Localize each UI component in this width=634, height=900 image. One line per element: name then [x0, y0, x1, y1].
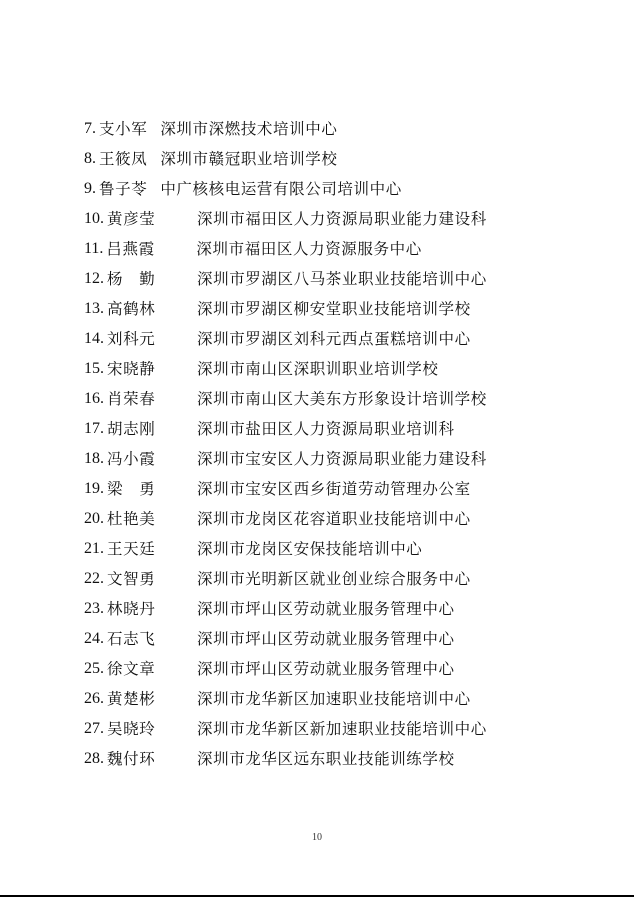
- person-name: 魏付环: [107, 750, 156, 768]
- organization: 深圳市罗湖区柳安堂职业技能培训学校: [197, 300, 471, 318]
- person-name: 梁 勇: [107, 480, 156, 498]
- organization: 深圳市龙华新区新加速职业技能培训中心: [197, 720, 487, 738]
- item-number: 26.: [84, 690, 104, 707]
- person-name: 高鹤林: [107, 300, 156, 318]
- list-item: [84, 624, 604, 654]
- item-number: 13.: [84, 300, 104, 317]
- item-number: 17.: [84, 420, 104, 437]
- organization: 深圳市龙华区远东职业技能训练学校: [197, 750, 455, 768]
- person-name: 胡志刚: [107, 420, 156, 438]
- item-number: 18.: [84, 450, 104, 467]
- item-number: 20.: [84, 510, 104, 527]
- person-name: 冯小霞: [107, 450, 156, 468]
- organization: 深圳市南山区大美东方形象设计培训学校: [197, 390, 487, 408]
- list-item: [84, 174, 604, 204]
- item-number: 12.: [84, 270, 104, 287]
- person-name: 支小军: [99, 120, 148, 138]
- item-number: 10.: [84, 210, 104, 227]
- organization: 深圳市宝安区人力资源局职业能力建设科: [197, 450, 487, 468]
- person-name: 刘科元: [107, 330, 156, 348]
- person-name: 吕燕霞: [106, 240, 155, 258]
- item-number: 25.: [84, 660, 104, 677]
- list-item: [84, 654, 604, 684]
- list-item: [84, 294, 604, 324]
- list-item: [84, 744, 604, 774]
- item-number: 11.: [84, 240, 104, 257]
- organization: 深圳市坪山区劳动就业服务管理中心: [197, 600, 455, 618]
- organization: 深圳市盐田区人力资源局职业培训科: [197, 420, 455, 438]
- person-name: 肖荣春: [107, 390, 156, 408]
- list-item: [84, 384, 604, 414]
- item-number: 27.: [84, 720, 104, 737]
- list-item: [84, 474, 604, 504]
- person-name: 黄彦莹: [107, 210, 156, 228]
- organization: 深圳市深燃技术培训中心: [160, 120, 338, 138]
- list-item: [84, 204, 604, 234]
- list-item: [84, 684, 604, 714]
- person-name: 石志飞: [107, 630, 156, 648]
- list-item: [84, 144, 604, 174]
- list-item: [84, 444, 604, 474]
- person-name: 宋晓静: [107, 360, 156, 378]
- list-item: [84, 234, 604, 264]
- organization: 深圳市罗湖区刘科元西点蛋糕培训中心: [197, 330, 471, 348]
- person-name: 杨 勤: [107, 270, 156, 288]
- person-name: 杜艳美: [107, 510, 156, 528]
- person-name: 文智勇: [107, 570, 156, 588]
- item-number: 21.: [84, 540, 104, 557]
- list-item: [84, 564, 604, 594]
- organization: 深圳市宝安区西乡街道劳动管理办公室: [197, 480, 471, 498]
- list-item: [84, 264, 604, 294]
- item-number: 16.: [84, 390, 104, 407]
- organization: 深圳市龙岗区安保技能培训中心: [197, 540, 423, 558]
- item-number: 9.: [84, 180, 96, 197]
- person-name: 林晓丹: [107, 600, 156, 618]
- list-item: [84, 354, 604, 384]
- list-item: [84, 534, 604, 564]
- list-item: [84, 594, 604, 624]
- person-name: 王筱凤: [99, 150, 148, 168]
- item-number: 28.: [84, 750, 104, 767]
- organization: 深圳市赣冠职业培训学校: [160, 150, 338, 168]
- organization: 深圳市福田区人力资源局职业能力建设科: [197, 210, 487, 228]
- organization: 深圳市罗湖区八马茶业职业技能培训中心: [197, 270, 487, 288]
- organization: 深圳市光明新区就业创业综合服务中心: [197, 570, 471, 588]
- organization: 深圳市坪山区劳动就业服务管理中心: [197, 630, 455, 648]
- list-item: [84, 414, 604, 444]
- list-item: [84, 504, 604, 534]
- list-item: [84, 714, 604, 744]
- list-item: [84, 114, 604, 144]
- organization: 中广核核电运营有限公司培训中心: [160, 180, 402, 198]
- name-list: [84, 114, 604, 774]
- organization: 深圳市坪山区劳动就业服务管理中心: [197, 660, 455, 678]
- list-item: [84, 324, 604, 354]
- item-number: 22.: [84, 570, 104, 587]
- organization: 深圳市龙岗区花容道职业技能培训中心: [197, 510, 471, 528]
- item-number: 14.: [84, 330, 104, 347]
- item-number: 7.: [84, 120, 96, 137]
- item-number: 8.: [84, 150, 96, 167]
- page-number: 10: [312, 832, 322, 843]
- bottom-border-line: [0, 895, 634, 897]
- item-number: 19.: [84, 480, 104, 497]
- person-name: 鲁子苓: [99, 180, 148, 198]
- person-name: 吴晓玲: [107, 720, 156, 738]
- item-number: 24.: [84, 630, 104, 647]
- organization: 深圳市龙华新区加速职业技能培训中心: [197, 690, 471, 708]
- item-number: 15.: [84, 360, 104, 377]
- person-name: 徐文章: [107, 660, 156, 678]
- organization: 深圳市南山区深职训职业培训学校: [197, 360, 439, 378]
- person-name: 王天廷: [107, 540, 156, 558]
- item-number: 23.: [84, 600, 104, 617]
- organization: 深圳市福田区人力资源服务中心: [196, 240, 422, 258]
- person-name: 黄楚彬: [107, 690, 156, 708]
